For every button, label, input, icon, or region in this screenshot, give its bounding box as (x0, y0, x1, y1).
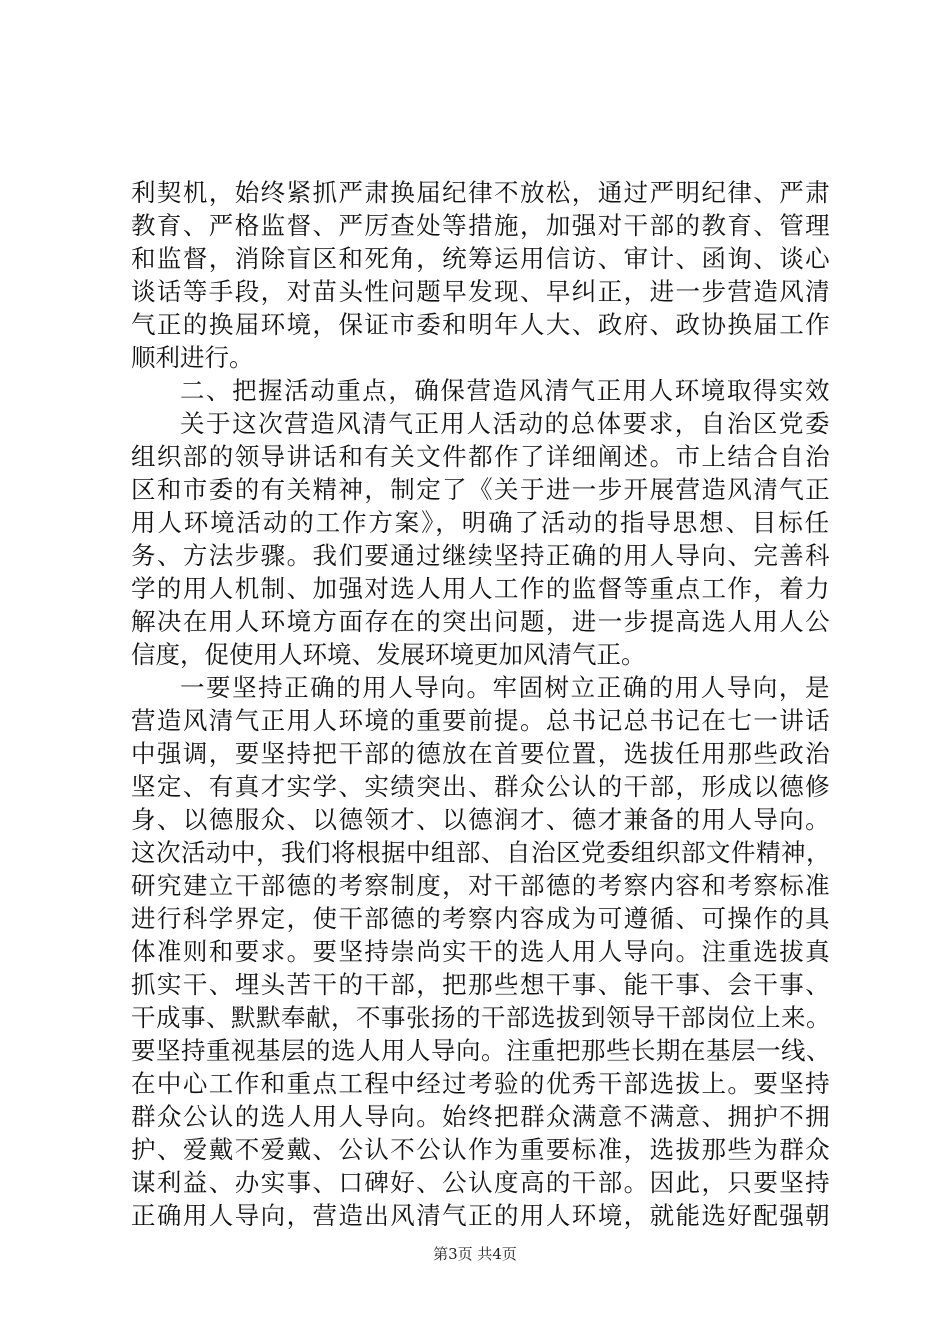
text-line: 利契机，始终紧抓严肃换届纪律不放松，通过严明纪律、严肃 (131, 178, 832, 207)
text-line: 研究建立干部德的考察制度，对干部德的考察内容和考察标准 (131, 871, 832, 900)
text-line: 教育、严格监督、严厉查处等措施，加强对干部的教育、管理 (131, 211, 832, 240)
text-line: 这次活动中，我们将根据中组部、自治区党委组织部文件精神， (131, 838, 831, 867)
text-line: 顺利进行。 (131, 343, 254, 372)
text-line: 解决在用人环境方面存在的突出问题，进一步提高选人用人公 (131, 607, 832, 636)
text-line: 学的用人机制、加强对选人用人工作的监督等重点工作，着力 (131, 574, 832, 603)
text-line: 护、爱戴不爱戴、公认不公认作为重要标准，选拔那些为群众 (131, 1135, 832, 1164)
text-line: 气正的换届环境，保证市委和明年人大、政府、政协换届工作 (131, 310, 832, 339)
text-line: 谈话等手段，对苗头性问题早发现、早纠正，进一步营造风清 (131, 277, 832, 306)
text-line: 要坚持重视基层的选人用人导向。注重把那些长期在基层一线、 (131, 1036, 831, 1065)
text-line: 区和市委的有关精神，制定了《关于进一步开展营造风清气正 (131, 475, 832, 504)
text-line: 二、把握活动重点，确保营造风清气正用人环境取得实效 (180, 376, 831, 405)
text-line: 在中心工作和重点工程中经过考验的优秀干部选拔上。要坚持 (131, 1069, 832, 1098)
text-line: 一要坚持正确的用人导向。牢固树立正确的用人导向，是 (180, 673, 831, 702)
text-line: 信度，促使用人环境、发展环境更加风清气正。 (131, 640, 646, 669)
text-line: 干成事、默默奉献，不事张扬的干部选拔到领导干部岗位上来。 (131, 1003, 831, 1032)
text-line: 抓实干、埋头苦干的干部，把那些想干事、能干事、会干事、 (131, 970, 832, 999)
text-line: 和监督，消除盲区和死角，统筹运用信访、审计、函询、谈心 (131, 244, 832, 273)
text-line: 营造风清气正用人环境的重要前提。总书记总书记在七一讲话 (131, 706, 832, 735)
text-line: 坚定、有真才实学、实绩突出、群众公认的干部，形成以德修 (131, 772, 832, 801)
text-line: 体准则和要求。要坚持崇尚实干的选人用人导向。注重选拔真 (131, 937, 832, 966)
text-line: 中强调，要坚持把干部的德放在首要位置，选拔任用那些政治 (131, 739, 832, 768)
document-body (131, 176, 831, 1232)
text-line: 群众公认的选人用人导向。始终把群众满意不满意、拥护不拥 (131, 1102, 832, 1131)
text-line: 关于这次营造风清气正用人活动的总体要求，自治区党委 (180, 409, 831, 438)
text-line: 身、以德服众、以德领才、以德润才、德才兼备的用人导向。 (131, 805, 832, 834)
text-line: 正确用人导向，营造出风清气正的用人环境，就能选好配强朝 (131, 1201, 832, 1230)
text-line: 进行科学界定，使干部德的考察内容成为可遵循、可操作的具 (131, 904, 832, 933)
text-line: 谋利益、办实事、口碑好、公认度高的干部。因此，只要坚持 (131, 1168, 832, 1197)
text-line: 组织部的领导讲话和有关文件都作了详细阐述。市上结合自治 (131, 442, 832, 471)
text-line: 用人环境活动的工作方案》，明确了活动的指导思想、目标任 (131, 508, 832, 537)
page-footer: 第3页 共4页 (433, 1245, 517, 1263)
text-line: 务、方法步骤。我们要通过继续坚持正确的用人导向、完善科 (131, 541, 832, 570)
